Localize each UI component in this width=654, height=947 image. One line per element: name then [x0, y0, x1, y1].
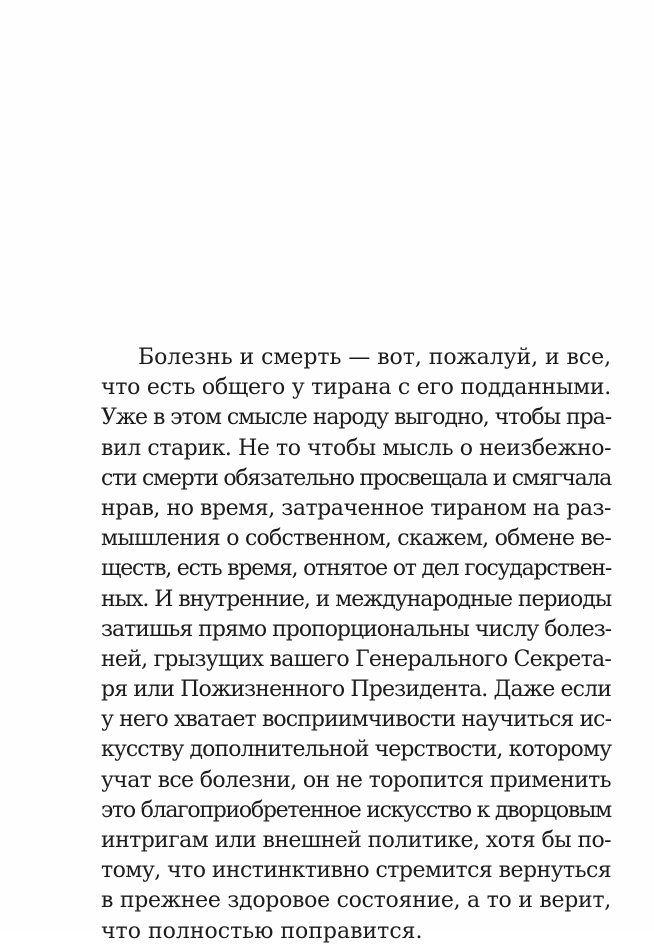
text-line: интригам или внешней политике, хотя бы по-	[101, 828, 611, 853]
text-line: у него хватает восприимчивости научиться ис-	[101, 707, 612, 733]
text-line: вил старик. Не то чтобы мысль о неизбежно-	[101, 435, 612, 461]
body-paragraph	[101, 343, 611, 947]
text-line: Уже в этом смысле народу выгодно, чтобы пра-	[101, 405, 612, 431]
text-line: в прежнее здоровое состояние, а то и верит,	[101, 888, 611, 914]
text-line: сти смерти обязательно просвещала и смягчала	[101, 465, 611, 491]
text-line: ря или Пожизненного Президента. Даже если	[101, 677, 612, 703]
text-line: ществ, есть время, отнятое от дел государствен-	[101, 556, 612, 582]
text-line: тому, что инстинктивно стремится вернуться	[101, 858, 612, 884]
text-line: кусству дополнительной черствости, которому	[101, 737, 612, 763]
text-line: мышления о собственном, скажем, обмене ве-	[101, 526, 611, 552]
text-line: Болезнь и смерть — вот, пожалуй, и все,	[138, 345, 612, 370]
text-line: ней, грызущих вашего Генерального Секрета-	[101, 646, 612, 672]
text-line: ных. И внутренние, и международные периоды	[101, 586, 612, 612]
text-line: что есть общего у тирана с его подданными.	[101, 375, 611, 401]
text-line: затишья прямо пропорциональны числу болез-	[101, 616, 612, 642]
text-line: нрав, но время, затраченное тираном на раз-	[101, 495, 611, 521]
text-line: это благоприобретенное искусство к дворцовым	[101, 797, 611, 823]
text-line: учат все болезни, он не торопится применить	[101, 767, 611, 793]
text-line: что полностью поправится.	[101, 918, 423, 944]
